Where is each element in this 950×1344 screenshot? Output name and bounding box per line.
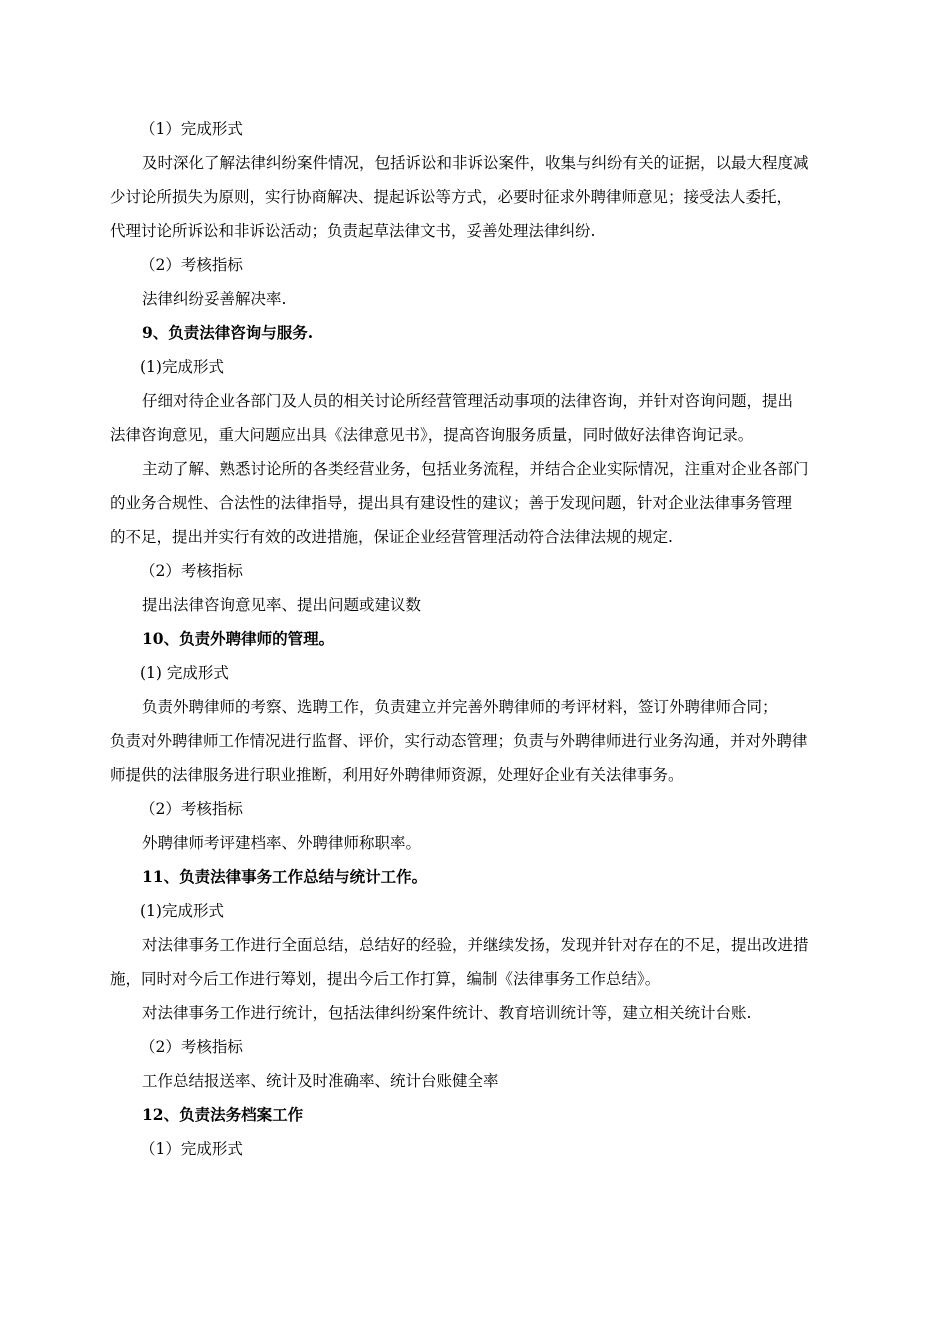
section-heading-11: 11、负责法律事务工作总结与统计工作。	[142, 867, 428, 886]
subheading-assessment-index: （2）考核指标	[140, 562, 243, 580]
subheading-completion-form: （1）完成形式	[140, 1140, 243, 1158]
subheading-completion-form: (1)完成形式	[140, 902, 224, 920]
paragraph-line: 的业务合规性、合法性的法律指导，提出具有建设性的建议；善于发现问题，针对企业法律事务管理	[110, 494, 793, 512]
paragraph-line: 仔细对待企业各部门及人员的相关讨论所经营管理活动事项的法律咨询，并针对咨询问题，提出	[142, 392, 794, 410]
paragraph-line: 的不足，提出并实行有效的改进措施，保证企业经营管理活动符合法律法规的规定.	[110, 528, 673, 546]
paragraph-line: 对法律事务工作进行统计，包括法律纠纷案件统计、教育培训统计等，建立相关统计台账.	[142, 1004, 752, 1022]
subheading-assessment-index: （2）考核指标	[140, 256, 243, 274]
paragraph-line: 主动了解、熟悉讨论所的各类经营业务，包括业务流程，并结合企业实际情况，注重对企业各部门	[142, 460, 809, 478]
paragraph-line: 代理讨论所诉讼和非诉讼活动；负责起草法律文书，妥善处理法律纠纷.	[110, 222, 596, 240]
paragraph-line: 外聘律师考评建档率、外聘律师称职率。	[142, 834, 422, 852]
section-heading-10: 10、负责外聘律师的管理。	[142, 629, 335, 648]
paragraph-line: 提出法律咨询意见率、提出问题或建议数	[142, 596, 422, 614]
paragraph-line: 工作总结报送率、统计及时准确率、统计台账健全率	[142, 1072, 499, 1090]
section-heading-9: 9、负责法律咨询与服务.	[142, 323, 314, 342]
paragraph-line: 负责对外聘律师工作情况进行监督、评价，实行动态管理；负责与外聘律师进行业务沟通，并对外聘律	[110, 732, 808, 750]
paragraph-line: 施，同时对今后工作进行筹划，提出今后工作打算，编制《法律事务工作总结》。	[110, 970, 661, 988]
paragraph-line: 少讨论所损失为原则，实行协商解决、提起诉讼等方式，必要时征求外聘律师意见；接受法人委托，	[110, 188, 793, 206]
subheading-completion-form: （1）完成形式	[140, 120, 243, 138]
paragraph-line: 师提供的法律服务进行职业推断，利用好外聘律师资源，处理好企业有关法律事务。	[110, 766, 684, 784]
paragraph-line: 及时深化了解法律纠纷案件情况，包括诉讼和非诉讼案件，收集与纠纷有关的证据，以最大程度减	[142, 154, 809, 172]
paragraph-line: 负责外聘律师的考察、选聘工作，负责建立并完善外聘律师的考评材料，签订外聘律师合同；	[142, 698, 778, 716]
subheading-assessment-index: （2）考核指标	[140, 800, 243, 818]
paragraph-line: 法律咨询意见，重大问题应出具《法律意见书》，提高咨询服务质量，同时做好法律咨询记录。	[110, 426, 754, 444]
paragraph-line: 对法律事务工作进行全面总结，总结好的经验，并继续发扬，发现并针对存在的不足，提出改进措	[142, 936, 809, 954]
subheading-assessment-index: （2）考核指标	[140, 1038, 243, 1056]
paragraph-line: 法律纠纷妥善解决率.	[142, 290, 287, 308]
subheading-completion-form: (1)完成形式	[140, 358, 224, 376]
subheading-completion-form: (1) 完成形式	[140, 664, 229, 682]
document-body	[110, 112, 854, 1166]
section-heading-12: 12、负责法务档案工作	[142, 1105, 304, 1124]
